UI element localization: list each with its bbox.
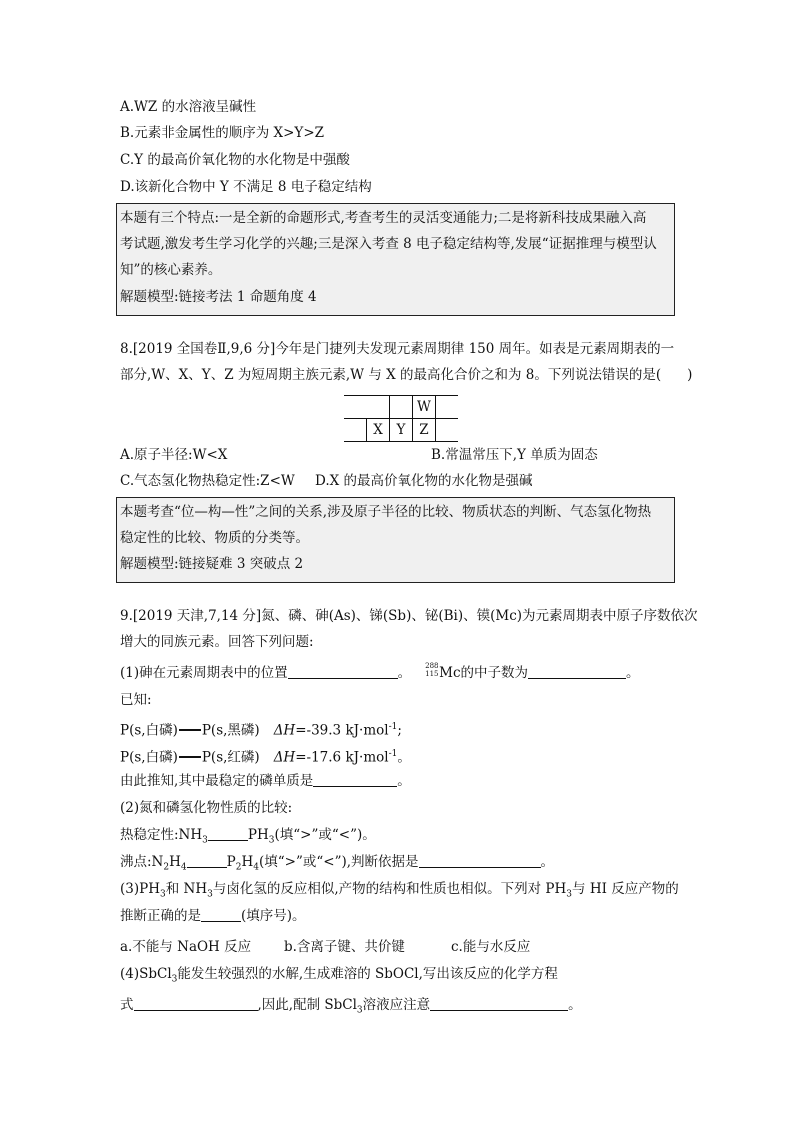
q8-answer-paren: ): [687, 367, 693, 383]
q8-option-d: D.X 的最高价氧化物的水化物是强碱: [315, 473, 533, 489]
q9-text: (填“>”或“<”),判断依据是: [258, 854, 419, 870]
q9-text: 与 HI 反应产物的: [572, 881, 679, 897]
q9-choice-b: b.含离子键、共价键: [284, 939, 405, 955]
q7-option-b: B.元素非金属性的顺序为 X>Y>Z: [120, 125, 325, 141]
subscript: 3: [171, 974, 178, 985]
q9-text: ,因此,配制 SbCl: [257, 997, 357, 1013]
q9-infer-line: [120, 772, 411, 790]
q9-part1-text: 的中子数为: [460, 665, 529, 681]
q7-option-c: C.Y 的最高价氧化物的水化物是中强酸: [120, 152, 350, 168]
subscript: 2: [235, 862, 242, 873]
subscript: 3: [356, 1005, 363, 1016]
answer-blank[interactable]: [208, 826, 248, 841]
q9-text: (填“>”或“<”)。: [274, 827, 376, 843]
q9-text: 沸点:N: [120, 854, 164, 870]
subscript: 3: [207, 889, 213, 900]
q7-option-d: D.该新化合物中 Y 不满足 8 电子稳定结构: [120, 179, 372, 195]
q7-analysis-line: 知”的核心素养。: [120, 262, 222, 278]
delta-h-value: -39.3 kJ·mol: [306, 722, 389, 739]
table-cell: [344, 396, 367, 419]
table-row: [344, 396, 458, 419]
q9-text: 热稳定性:NH: [120, 827, 203, 843]
delta-h-symbol: ΔH=: [273, 749, 307, 766]
q9-text: 与卤化氢的反应相似,产物的结构和性质也相似。下列对 PH: [212, 881, 567, 897]
q7-analysis-line: 本题有三个特点:一是全新的命题形式,考查考生的灵活变通能力;二是将新科技成果融入高: [120, 210, 647, 226]
punct: ;: [397, 722, 402, 739]
q7-analysis-line: 考试题,激发考生学习化学的兴趣;三是深入考查 8 电子稳定结构等,发展“证据推理与模型认: [120, 236, 657, 252]
equals-arrow-icon: [179, 729, 201, 731]
table-row: [344, 419, 458, 442]
reactant: P(s,白磷): [120, 722, 178, 739]
q9-part3-line2: [120, 907, 306, 925]
q9-stem-line: 增大的同族元素。回答下列问题:: [120, 634, 314, 650]
table-cell: Z: [413, 419, 436, 442]
q8-analysis-line: 稳定性的比较、物质的分类等。: [120, 530, 309, 546]
q9-text: 推断正确的是: [120, 908, 201, 924]
q9-text: (4)SbCl: [120, 966, 172, 982]
delta-h-value: -17.6 kJ·mol: [306, 749, 389, 766]
periodic-table-fragment: [344, 395, 458, 442]
q9-choice-c: c.能与水反应: [451, 939, 531, 955]
thermo-equation-1: [120, 718, 402, 740]
subscript: 2: [163, 862, 170, 873]
q8-option-b: B.常温常压下,Y 单质为固态: [431, 447, 598, 463]
answer-blank[interactable]: [313, 772, 397, 787]
q8-analysis-line: 本题考查“位—构—性”之间的关系,涉及原子半径的比较、物质状态的判断、气态氢化物热: [120, 504, 652, 520]
answer-blank[interactable]: [187, 853, 227, 868]
subscript: 4: [253, 862, 259, 873]
punct: 。: [397, 773, 411, 789]
answer-blank[interactable]: [528, 664, 626, 679]
thermo-equation-2: [120, 745, 411, 767]
table-cell: [436, 396, 459, 419]
table-cell: [436, 419, 459, 442]
table-cell: [367, 396, 390, 419]
q9-part2: (2)氮和磷氢化物性质的比较:: [120, 800, 293, 816]
q9-stem-line: 9.[2019 天津,7,14 分]氮、磷、砷(As)、锑(Sb)、铋(Bi)、镆(Mc)为元素周期表中原子序数依次: [120, 608, 698, 624]
q9-infer-text: 由此推知,其中最稳定的磷单质是: [120, 773, 314, 789]
equals-arrow-icon: [179, 756, 201, 758]
q9-text: H: [169, 854, 181, 870]
q7-option-a: A.WZ 的水溶液呈碱性: [120, 99, 257, 115]
q8-stem-text: 部分,W、X、Y、Z 为短周期主族元素,W 与 X 的最高化合价之和为 8。下列说法错误的是(: [120, 367, 662, 383]
q9-text: H: [241, 854, 254, 870]
answer-blank[interactable]: [430, 996, 568, 1011]
q8-model-line: 解题模型:链接疑难 3 突破点 2: [120, 556, 304, 572]
table-cell: [390, 396, 413, 419]
q9-text: 能发生较强烈的水解,生成难溶的 SbOCl,写出该反应的化学方程: [177, 966, 558, 982]
product: P(s,红磷): [201, 749, 260, 766]
punct: 。: [540, 854, 555, 870]
q9-text: P: [226, 854, 236, 870]
q9-text: (3)PH: [120, 881, 160, 897]
q9-known-label: 已知:: [120, 692, 152, 708]
table-cell: W: [413, 396, 436, 419]
q9-part1-text: (1)砷在元素周期表中的位置: [120, 665, 288, 681]
subscript: 4: [180, 862, 187, 873]
answer-blank[interactable]: [201, 907, 241, 922]
q7-model-line: 解题模型:链接考法 1 命题角度 4: [120, 289, 317, 305]
table-cell: X: [367, 419, 390, 442]
q9-part1-punct: 。: [626, 665, 640, 681]
table-cell: Y: [390, 419, 413, 442]
q9-part4-line2: [120, 996, 582, 1020]
q9-part1: [120, 664, 640, 682]
subscript: 3: [202, 835, 208, 846]
subscript: 3: [159, 889, 166, 900]
mc-nuclide-notation: [425, 664, 439, 682]
q9-text: 式: [120, 997, 134, 1013]
answer-blank[interactable]: [134, 996, 258, 1011]
q9-boiling-line: [120, 853, 554, 877]
unit-exponent: -1: [388, 722, 398, 732]
punct: 。: [397, 749, 411, 766]
q8-stem-line: 8.[2019 全国卷Ⅱ,9,6 分]今年是门捷列夫发现元素周期律 150 周年。如表是元素周期表的一: [120, 341, 675, 357]
answer-blank[interactable]: [419, 853, 541, 868]
q9-part3: [120, 880, 679, 904]
q9-text: 溶液应注意: [362, 997, 431, 1013]
unit-exponent: -1: [388, 749, 398, 759]
q8-option-c: C.气态氢化物热稳定性:Z<W: [120, 473, 295, 489]
reactant: P(s,白磷): [120, 749, 178, 766]
subscript: 3: [268, 835, 275, 846]
q9-text: PH: [247, 827, 269, 843]
mc-mass-number: 288: [425, 662, 439, 670]
q8-analysis-box: [116, 497, 675, 583]
q7-analysis-box: [116, 203, 675, 316]
mc-symbol: Mc: [439, 665, 461, 681]
q8-stem-line: [120, 366, 692, 384]
product: P(s,黑磷): [201, 722, 260, 739]
delta-h-symbol: ΔH=: [273, 722, 307, 739]
q9-stability-line: [120, 826, 376, 850]
q9-choice-a: a.不能与 NaOH 反应: [120, 939, 252, 955]
q8-option-a: A.原子半径:W<X: [120, 447, 228, 463]
q9-text: 和 NH: [165, 881, 208, 897]
q9-part1-punct: 。: [397, 665, 412, 681]
answer-blank[interactable]: [288, 664, 398, 679]
q9-part4: [120, 965, 558, 989]
punct: 。: [568, 997, 582, 1013]
q9-text: (填序号)。: [241, 908, 306, 924]
mc-atomic-number: 115: [425, 670, 439, 678]
subscript: 3: [566, 889, 573, 900]
table-cell: [344, 419, 367, 442]
